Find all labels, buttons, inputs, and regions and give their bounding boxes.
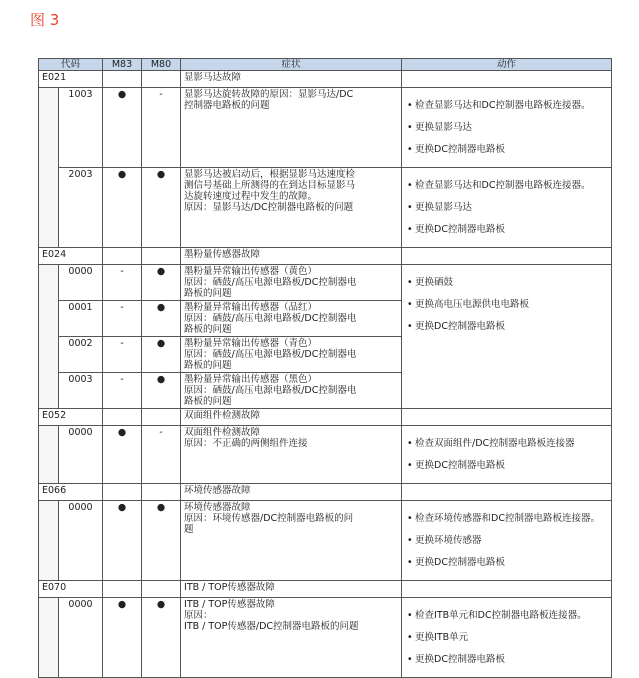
symptom-text: 墨粉量异常输出传感器（青色） 原因：硒鼓/高压电源电路板/DC控制器电 路板的问题 bbox=[181, 337, 402, 373]
action-list bbox=[402, 88, 612, 168]
error-group-row bbox=[39, 581, 612, 598]
action-item: • 检查双面组件/DC控制器电路板连接器 bbox=[415, 438, 608, 449]
error-group-row bbox=[39, 248, 612, 265]
action-item: • 更换DC控制器电路板 bbox=[415, 557, 608, 568]
table-row bbox=[39, 426, 612, 484]
figure-title: 图 3 bbox=[30, 11, 60, 29]
symptom-text: 墨粉量异常输出传感器（黄色） 原因：硒鼓/高压电源电路板/DC控制器电 路板的问题 bbox=[181, 265, 402, 301]
action-item: • 更换DC控制器电路板 bbox=[415, 321, 608, 332]
table-row bbox=[39, 501, 612, 581]
m83-mark: - bbox=[103, 373, 142, 409]
table-header-row bbox=[39, 59, 612, 71]
action-list bbox=[402, 598, 612, 678]
error-code: E070 bbox=[39, 581, 103, 598]
sub-code: 0001 bbox=[59, 301, 103, 337]
m80-mark: ● bbox=[142, 301, 181, 337]
error-title: ITB / TOP传感器故障 bbox=[181, 581, 402, 598]
m80-mark: ● bbox=[142, 168, 181, 248]
sub-code: 0000 bbox=[59, 265, 103, 301]
symptom-text: 双面组件检测故障 原因：不正确的两侧组件连接 bbox=[181, 426, 402, 484]
m80-mark: ● bbox=[142, 337, 181, 373]
error-code: E024 bbox=[39, 248, 103, 265]
action-item: • 更换环境传感器 bbox=[415, 535, 608, 546]
table-row bbox=[39, 88, 612, 168]
action-item: • 更换DC控制器电路板 bbox=[415, 460, 608, 471]
table-row bbox=[39, 265, 612, 301]
action-item: • 检查显影马达和DC控制器电路板连接器。 bbox=[415, 180, 608, 191]
m80-mark: ● bbox=[142, 265, 181, 301]
error-title: 环境传感器故障 bbox=[181, 484, 402, 501]
symptom-text: 环境传感器故障 原因：环境传感器/DC控制器电路板的问 题 bbox=[181, 501, 402, 581]
header-action: 动作 bbox=[402, 59, 612, 71]
symptom-text: 墨粉量异常输出传感器（黑色） 原因：硒鼓/高压电源电路板/DC控制器电 路板的问题 bbox=[181, 373, 402, 409]
symptom-text: ITB / TOP传感器故障 原因： ITB / TOP传感器/DC控制器电路板的问题 bbox=[181, 598, 402, 678]
m83-mark: ● bbox=[103, 88, 142, 168]
m83-mark: - bbox=[103, 265, 142, 301]
m83-mark: - bbox=[103, 337, 142, 373]
m80-mark: - bbox=[142, 88, 181, 168]
error-group-row bbox=[39, 409, 612, 426]
m80-mark: ● bbox=[142, 373, 181, 409]
action-item: • 更换硒鼓 bbox=[415, 277, 608, 288]
symptom-text: 墨粉量异常输出传感器（品红） 原因：硒鼓/高压电源电路板/DC控制器电 路板的问题 bbox=[181, 301, 402, 337]
m80-mark: ● bbox=[142, 501, 181, 581]
action-list bbox=[402, 168, 612, 248]
sub-code: 0000 bbox=[59, 426, 103, 484]
sub-code: 0000 bbox=[59, 598, 103, 678]
action-item: • 更换DC控制器电路板 bbox=[415, 654, 608, 665]
m83-mark: ● bbox=[103, 426, 142, 484]
sub-code: 1003 bbox=[59, 88, 103, 168]
action-item: • 更换ITB单元 bbox=[415, 632, 608, 643]
m80-mark: - bbox=[142, 426, 181, 484]
m83-mark: - bbox=[103, 301, 142, 337]
error-title: 墨粉量传感器故障 bbox=[181, 248, 402, 265]
sub-code: 0002 bbox=[59, 337, 103, 373]
action-item: • 更换高电压电源供电电路板 bbox=[415, 299, 608, 310]
action-item: • 检查环境传感器和DC控制器电路板连接器。 bbox=[415, 513, 608, 524]
error-code-table bbox=[38, 58, 612, 678]
sub-code: 0000 bbox=[59, 501, 103, 581]
m80-mark: ● bbox=[142, 598, 181, 678]
action-list bbox=[402, 426, 612, 484]
header-symptom: 症状 bbox=[181, 59, 402, 71]
error-code: E052 bbox=[39, 409, 103, 426]
action-item: • 检查显影马达和DC控制器电路板连接器。 bbox=[415, 100, 608, 111]
table-row bbox=[39, 168, 612, 248]
symptom-text: 显影马达旋转故障的原因：显影马达/DC 控制器电路板的问题 bbox=[181, 88, 402, 168]
action-item: • 更换显影马达 bbox=[415, 202, 608, 213]
error-group-row bbox=[39, 71, 612, 88]
action-item: • 更换DC控制器电路板 bbox=[415, 224, 608, 235]
sub-code: 0003 bbox=[59, 373, 103, 409]
sub-code: 2003 bbox=[59, 168, 103, 248]
action-item: • 更换DC控制器电路板 bbox=[415, 144, 608, 155]
symptom-text: 显影马达被启动后，根据显影马达速度检 测信号基础上所测得的在到达目标显影马 达旋转速度过程中发生的故障。 原因：显影马达/DC控制器电路板的问题 bbox=[181, 168, 402, 248]
header-m83: M83 bbox=[103, 59, 142, 71]
action-list bbox=[402, 501, 612, 581]
header-code: 代码 bbox=[39, 59, 103, 71]
action-item: • 检查ITB单元和DC控制器电路板连接器。 bbox=[415, 610, 608, 621]
header-m80: M80 bbox=[142, 59, 181, 71]
error-code: E066 bbox=[39, 484, 103, 501]
error-title: 双面组件检测故障 bbox=[181, 409, 402, 426]
action-list bbox=[402, 265, 612, 409]
error-code: E021 bbox=[39, 71, 103, 88]
m83-mark: ● bbox=[103, 598, 142, 678]
action-item: • 更换显影马达 bbox=[415, 122, 608, 133]
error-title: 显影马达故障 bbox=[181, 71, 402, 88]
m83-mark: ● bbox=[103, 168, 142, 248]
m83-mark: ● bbox=[103, 501, 142, 581]
error-group-row bbox=[39, 484, 612, 501]
table-row bbox=[39, 598, 612, 678]
